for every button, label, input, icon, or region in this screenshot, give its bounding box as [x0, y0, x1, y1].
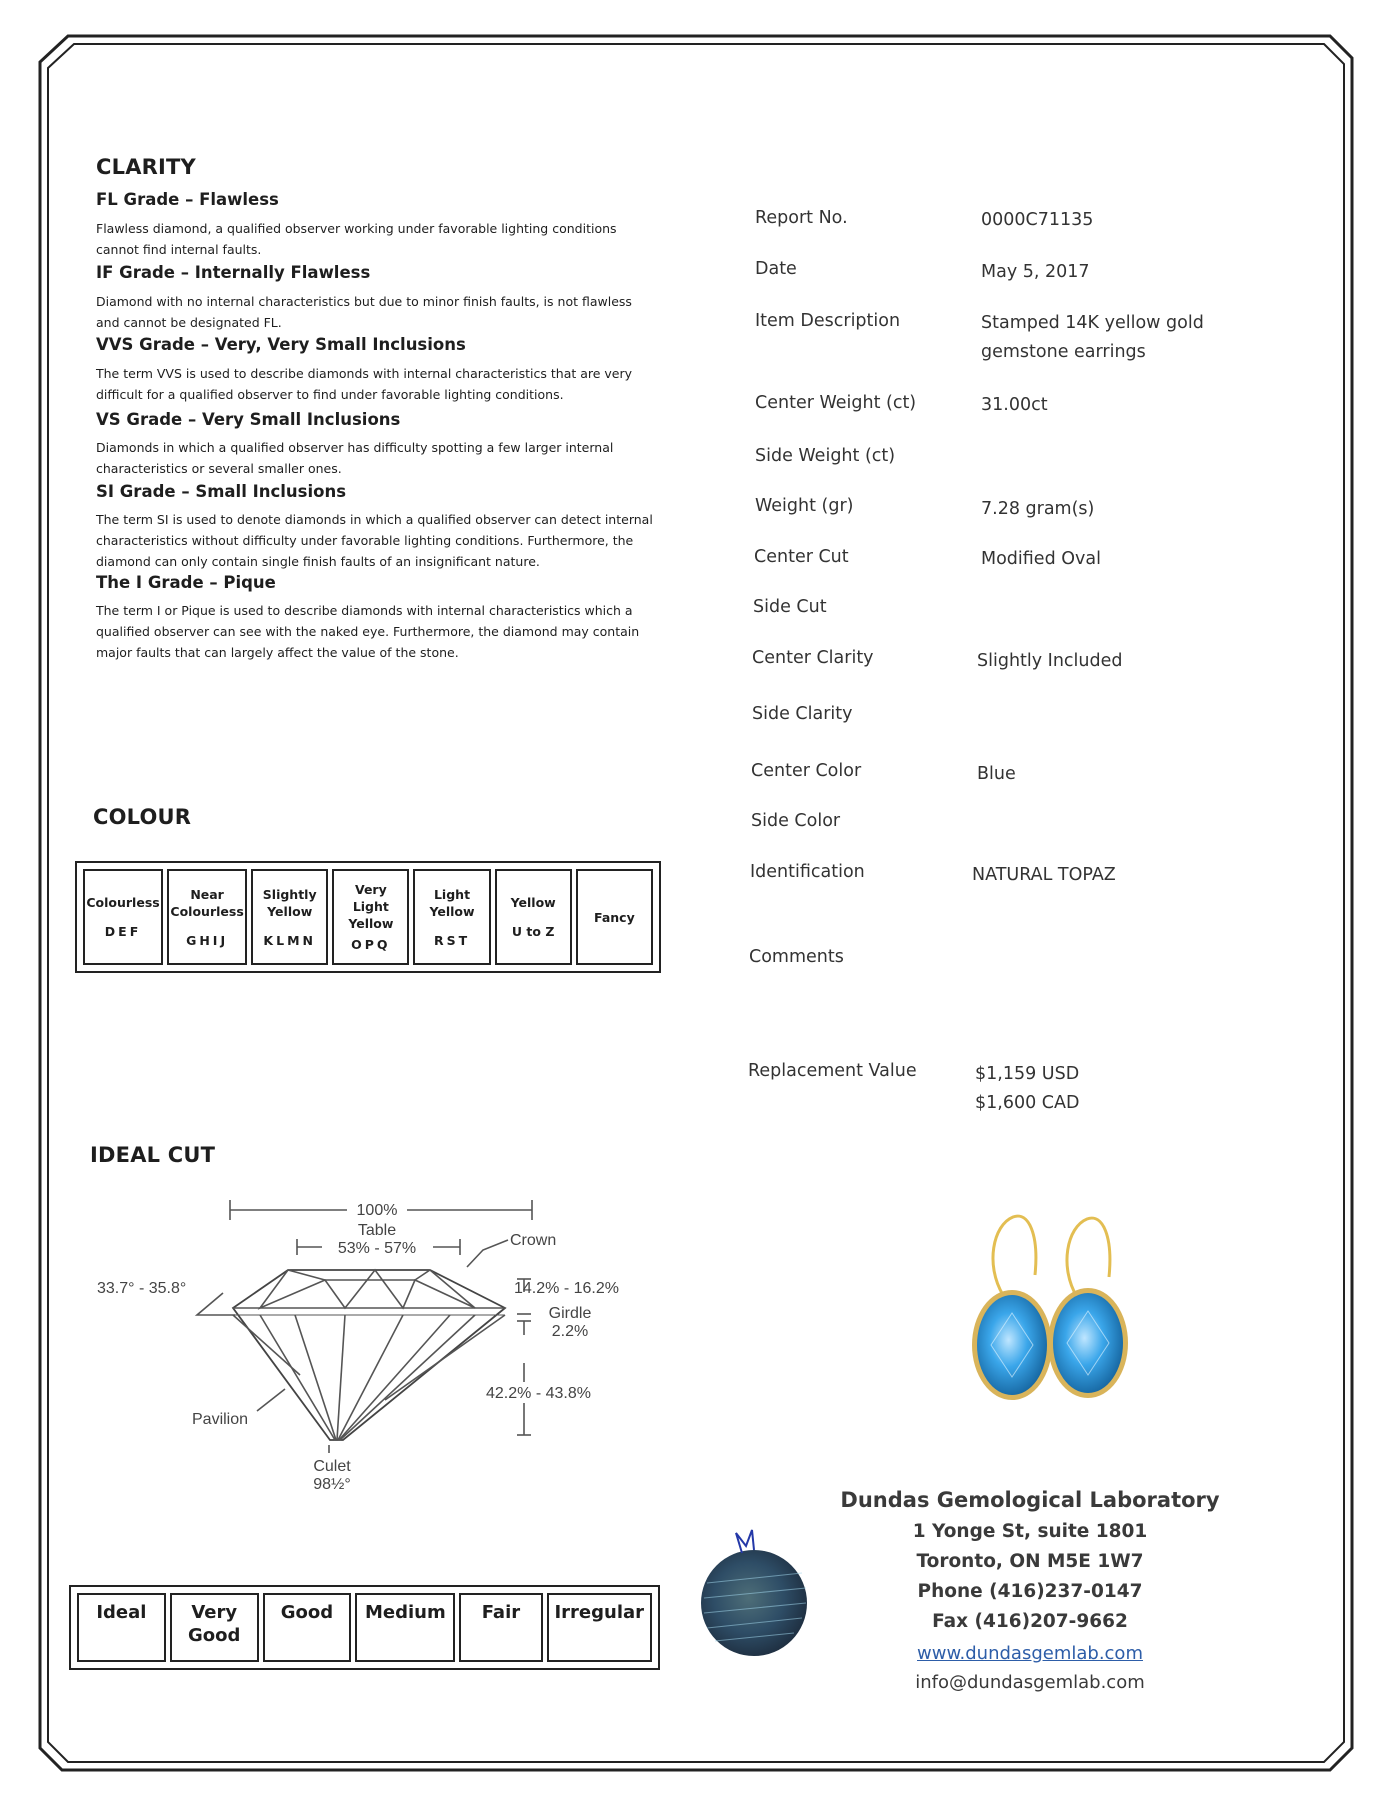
field-center-color-value: Blue: [977, 764, 1016, 784]
colour-label: Slightly Yellow: [262, 886, 317, 919]
grade-fl-desc: Flawless diamond, a qualified observer working under favorable lighting conditions cannot find internal faults.: [96, 221, 617, 257]
cut-grade-ideal: Ideal: [77, 1593, 166, 1662]
lab-address-line1: 1 Yonge St, suite 1801: [912, 1521, 1148, 1542]
diagram-crown-angle: 33.7° - 35.8°: [97, 1280, 187, 1297]
field-date-label: Date: [755, 259, 797, 279]
field-report-no-label: Report No.: [755, 208, 848, 228]
field-center-color-label: Center Color: [751, 761, 862, 781]
colour-label: Light Yellow: [429, 886, 475, 919]
field-side-color-label: Side Color: [751, 811, 841, 831]
diagram-culet-value: 98½°: [313, 1476, 351, 1493]
field-center-weight-value: 31.00ct: [981, 395, 1048, 415]
diagram-crown-label: Crown: [510, 1232, 557, 1249]
colour-label: Colourless: [86, 895, 160, 910]
field-weight-gr-label: Weight (gr): [755, 496, 854, 516]
field-side-cut-label: Side Cut: [753, 597, 827, 617]
colour-label: Very Light Yellow: [348, 882, 394, 931]
colour-code: RST: [433, 932, 471, 948]
lab-website-link[interactable]: www.dundasgemlab.com: [917, 1643, 1143, 1664]
field-side-clarity-label: Side Clarity: [752, 704, 853, 724]
grade-fl-title: FL Grade – Flawless: [96, 190, 279, 209]
cut-grade-fair: Fair: [459, 1593, 542, 1662]
colour-code: OPQ: [351, 937, 391, 952]
grade-if-title: IF Grade – Internally Flawless: [96, 263, 371, 282]
field-center-clarity-value: Slightly Included: [977, 651, 1123, 671]
colour-code: GHIJ: [186, 932, 229, 948]
grade-if-desc: Diamond with no internal characteristics but due to minor finish faults, is not flawless and cannot be designated FL.: [96, 294, 632, 330]
colour-cell-near-colourless: [167, 869, 247, 965]
lab-email: info@dundasgemlab.com: [915, 1672, 1145, 1693]
diagram-culet-label: Culet: [313, 1458, 351, 1475]
diagram-pavilion-label: Pavilion: [192, 1411, 249, 1428]
field-replacement-cad: $1,600 CAD: [975, 1093, 1080, 1113]
diagram-table-label: Table: [357, 1222, 397, 1239]
diagram-girdle-value: 2.2%: [551, 1323, 589, 1340]
colour-cell-yellow: [495, 869, 572, 965]
field-date-value: May 5, 2017: [981, 262, 1090, 282]
diagram-total: 100%: [356, 1202, 398, 1219]
colour-code: U to Z: [511, 924, 555, 939]
diagram-pavilion-depth: 42.2% - 43.8%: [486, 1385, 591, 1402]
diagram-girdle-label: Girdle: [548, 1305, 592, 1322]
field-center-weight-label: Center Weight (ct): [755, 393, 917, 413]
grade-i-desc: The term I or Pique is used to describe diamonds with internal characteristics which a qualified observer can see with the naked eye. Furthermore, the diamond may contain major faults that can largely affect the value of the stone.: [96, 603, 640, 660]
colour-code: DEF: [104, 924, 142, 939]
colour-code: KLMN: [263, 932, 316, 948]
grade-si-title: SI Grade – Small Inclusions: [96, 482, 347, 501]
field-identification-label: Identification: [750, 862, 865, 882]
colour-label: Near Colourless: [170, 886, 244, 919]
field-report-no-value: 0000C71135: [981, 210, 1094, 230]
cut-grade-scale: [69, 1585, 660, 1670]
field-weight-gr-value: 7.28 gram(s): [981, 499, 1095, 519]
grade-i-title: The I Grade – Pique: [96, 573, 276, 592]
lab-fax: Fax (416)207-9662: [932, 1611, 1128, 1632]
grade-vvs-title: VVS Grade – Very, Very Small Inclusions: [96, 335, 466, 354]
lab-name: Dundas Gemological Laboratory: [840, 1488, 1220, 1512]
colour-cell-very-light-yellow: [332, 869, 409, 965]
field-center-clarity-label: Center Clarity: [752, 648, 874, 668]
field-replacement-value-label: Replacement Value: [748, 1061, 917, 1081]
ideal-cut-title: IDEAL CUT: [90, 1143, 216, 1167]
hologram-seal: [682, 1528, 827, 1658]
field-center-cut-value: Modified Oval: [981, 549, 1101, 569]
ideal-cut-diagram: [85, 1175, 655, 1505]
field-replacement-usd: $1,159 USD: [975, 1064, 1080, 1084]
grade-si-desc: The term SI is used to denote diamonds in which a qualified observer can detect internal characteristics without difficulty under favorable lighting conditions. Furthermore, the diamond can only contain single finish faults of an insignificant nature.: [96, 512, 653, 569]
colour-cell-light-yellow: [413, 869, 490, 965]
colour-cell-fancy: [576, 869, 653, 965]
lab-address-line2: Toronto, ON M5E 1W7: [916, 1551, 1144, 1572]
clarity-title: CLARITY: [96, 155, 196, 179]
grade-vvs-desc: The term VVS is used to describe diamonds with internal characteristics that are very difficult for a qualified observer to find under favorable lighting conditions.: [96, 366, 633, 402]
field-identification-value: NATURAL TOPAZ: [972, 865, 1116, 885]
field-side-weight-label: Side Weight (ct): [755, 446, 896, 466]
cut-grade-medium: Medium: [355, 1593, 455, 1662]
lab-phone: Phone (416)237-0147: [917, 1581, 1143, 1602]
lab-info: [840, 1488, 1220, 1693]
colour-label: Yellow: [510, 895, 556, 910]
earrings-photo: [955, 1205, 1145, 1420]
diagram-crown-height: 14.2% - 16.2%: [514, 1280, 619, 1297]
field-center-cut-label: Center Cut: [754, 547, 849, 567]
colour-cell-slightly-yellow: [251, 869, 328, 965]
grade-vs-title: VS Grade – Very Small Inclusions: [96, 410, 401, 429]
cut-grade-very-good: Very Good: [170, 1593, 259, 1662]
grade-vs-desc: Diamonds in which a qualified observer has difficulty spotting a few larger internal characteristics or several smaller ones.: [96, 440, 614, 476]
field-comments-label: Comments: [749, 947, 844, 967]
colour-cell-colourless: [83, 869, 163, 965]
cut-grade-good: Good: [263, 1593, 352, 1662]
colour-label: Fancy: [594, 909, 635, 925]
field-item-description-value: Stamped 14K yellow gold gemstone earrings: [981, 313, 1204, 362]
field-item-description-label: Item Description: [755, 311, 901, 331]
diagram-table-range: 53% - 57%: [337, 1240, 417, 1257]
colour-scale: [75, 861, 661, 973]
colour-title: COLOUR: [93, 805, 192, 829]
cut-grade-irregular: Irregular: [547, 1593, 652, 1662]
